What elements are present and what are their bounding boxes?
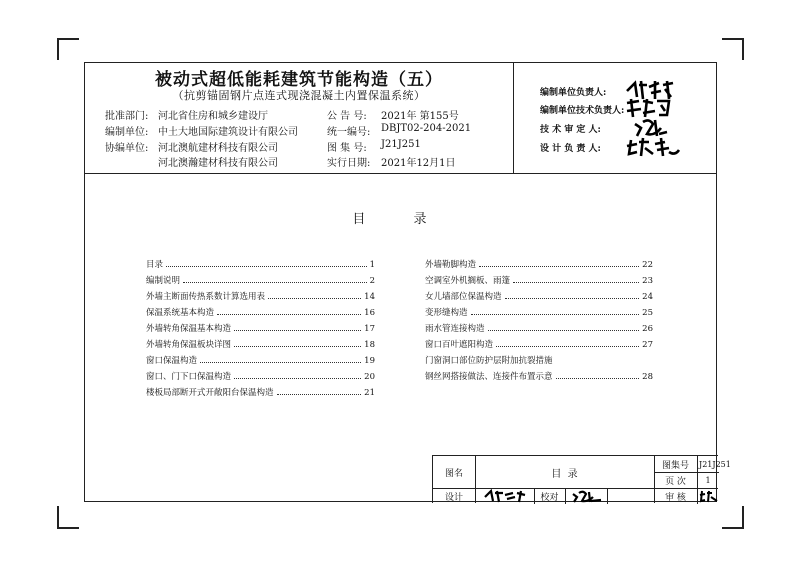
toc-leader	[200, 362, 361, 363]
toc-item[interactable]	[425, 322, 653, 334]
toc-item-page: 27	[642, 340, 653, 350]
toc-leader	[556, 378, 640, 379]
toc-item-text: 外墙勒脚构造	[425, 260, 477, 270]
signature-designer	[483, 489, 527, 503]
page-number: 1	[705, 475, 711, 485]
toc-item[interactable]	[425, 274, 653, 286]
crop-mark-bottom-left-h	[57, 527, 79, 529]
toc-leader	[471, 314, 640, 315]
signature-tech-review	[633, 116, 669, 138]
toc-item-text: 外墙主断面传热系数计算选用表	[146, 292, 266, 302]
header-divider	[513, 63, 514, 173]
toc-item[interactable]	[146, 274, 375, 286]
compile-unit-label: 编制单位:	[105, 127, 149, 138]
toc-leader	[479, 266, 639, 267]
crop-mark-bottom-left-v	[57, 506, 59, 528]
toc-item[interactable]	[425, 338, 653, 350]
toc-item-text: 雨水管连接构造	[425, 324, 485, 334]
toc-item[interactable]	[425, 370, 653, 382]
atlas-subtitle: （抗剪锚固钢片点连式现浇混凝土内置保温系统）	[172, 89, 426, 102]
toc-item[interactable]	[146, 306, 375, 318]
toc-item-page: 16	[364, 308, 375, 318]
impl-date-label: 实行日期:	[327, 158, 371, 169]
toc-leader	[234, 330, 361, 331]
toc-leader	[166, 266, 367, 267]
title-block-divider	[607, 488, 608, 504]
toc-item[interactable]	[146, 258, 375, 270]
crop-mark-top-right-v	[742, 38, 744, 60]
toc-item-text: 空调室外机搁板、雨篷	[425, 276, 511, 286]
crop-mark-top-left-v	[57, 38, 59, 60]
toc-item-text: 窗口、门下口保温构造	[146, 372, 232, 382]
toc-item-page: 17	[364, 324, 375, 334]
toc-item-page: 20	[364, 372, 375, 382]
atlas-title: 被动式超低能耗建筑节能构造（五）	[155, 70, 443, 90]
toc-item[interactable]	[146, 354, 375, 366]
toc-item-page: 2	[369, 276, 375, 286]
atlas-no-cell-label: 图集号	[661, 460, 689, 471]
impl-date: 2021年12月1日	[381, 158, 456, 169]
toc-item-text: 保温系统基本构造	[146, 308, 215, 318]
assist-unit-2: 河北澳瀚建材科技有限公司	[158, 158, 278, 169]
toc-item-text: 窗口百叶遮阳构造	[425, 340, 494, 350]
notice-no: 2021年 第155号	[381, 111, 459, 122]
resp-design-head-label: 设 计 负 责 人:	[540, 144, 601, 154]
drawing-name-label: 图名	[444, 468, 463, 479]
approval-dept: 河北省住房和城乡建设厅	[158, 111, 268, 122]
drawing-frame	[84, 62, 731, 503]
toc-leader	[496, 346, 639, 347]
toc-leader	[505, 298, 640, 299]
drawing-name: 目 录	[551, 468, 578, 480]
design-label: 设计	[444, 492, 463, 503]
toc-item[interactable]	[146, 338, 375, 350]
toc-item-page: 26	[642, 324, 653, 334]
title-block-divider	[565, 488, 566, 504]
header-bottom-line	[85, 173, 716, 174]
assist-unit-1: 河北澳航建材科技有限公司	[158, 143, 278, 154]
toc-item-text: 目录	[146, 260, 164, 270]
resp-tech-head-label: 编制单位技术负责人:	[540, 106, 625, 116]
toc-item-page: 21	[364, 388, 375, 398]
crop-mark-top-left-h	[57, 38, 79, 40]
toc-item-text: 门窗洞口部位防护层附加抗裂措施	[425, 356, 553, 366]
crop-mark-bottom-right-v	[742, 506, 744, 528]
toc-item[interactable]	[425, 306, 653, 318]
toc-item-page: 24	[642, 292, 653, 302]
assist-unit-label: 协编单位:	[105, 143, 149, 154]
toc-item-page: 18	[364, 340, 375, 350]
unified-no-label: 统一编号:	[327, 127, 371, 138]
atlas-no-label: 图 集 号:	[327, 143, 367, 154]
toc-leader	[183, 282, 367, 283]
check-label: 校对	[540, 492, 559, 503]
toc-item[interactable]	[146, 370, 375, 382]
toc-item[interactable]	[146, 386, 375, 398]
toc-leader	[513, 282, 639, 283]
toc-item-text: 编制说明	[146, 276, 181, 286]
resp-compile-head-label: 编制单位负责人:	[540, 88, 607, 98]
crop-mark-top-right-h	[722, 38, 744, 40]
compile-unit: 中土大地国际建筑设计有限公司	[158, 127, 298, 138]
toc-leader	[217, 314, 361, 315]
toc-item-text: 变形缝构造	[425, 308, 468, 318]
toc-item[interactable]	[146, 322, 375, 334]
toc-item-page: 23	[642, 276, 653, 286]
toc-item-text: 钢丝网搭接做法、连接件布置示意	[425, 372, 553, 382]
toc-leader	[234, 378, 361, 379]
toc-item-text: 女儿墙部位保温构造	[425, 292, 502, 302]
crop-mark-bottom-right-h	[722, 527, 744, 529]
page-label: 页 次	[665, 476, 686, 487]
toc-item-page: 19	[364, 356, 375, 366]
toc-item-text: 窗口保温构造	[146, 356, 198, 366]
title-block	[432, 455, 731, 503]
toc-item[interactable]	[425, 290, 653, 302]
toc-leader	[488, 330, 640, 331]
signature-design-head	[625, 136, 681, 158]
toc-item-page: 28	[642, 372, 653, 382]
title-block-divider	[697, 488, 698, 504]
toc-leader	[268, 298, 361, 299]
toc-item[interactable]	[425, 354, 653, 366]
toc-item-text: 楼板局部断开式开敞阳台保温构造	[146, 388, 274, 398]
signature-checker	[571, 489, 603, 503]
toc-item-page: 1	[369, 260, 375, 270]
unified-no: DBJT02-204-2021	[381, 123, 472, 134]
toc-title: 目 录	[352, 212, 449, 227]
atlas-no-cell: J21J251	[699, 459, 731, 469]
toc-item-text: 外墙转角保温板块详图	[146, 340, 232, 350]
toc-item-text: 外墙转角保温基本构造	[146, 324, 232, 334]
atlas-no: J21J251	[381, 139, 421, 150]
toc-item-page: 22	[642, 260, 653, 270]
resp-tech-review-label: 技 术 审 定 人:	[540, 125, 601, 135]
toc-item-page: 25	[642, 308, 653, 318]
notice-label: 公 告 号:	[327, 111, 367, 122]
toc-leader	[277, 394, 362, 395]
review-label: 审 核	[665, 492, 686, 503]
toc-leader	[234, 346, 361, 347]
toc-item[interactable]	[425, 258, 653, 270]
signature-reviewer	[699, 489, 719, 503]
toc-item-page: 14	[364, 292, 375, 302]
toc-item[interactable]	[146, 290, 375, 302]
approval-dept-label: 批准部门:	[105, 111, 149, 122]
